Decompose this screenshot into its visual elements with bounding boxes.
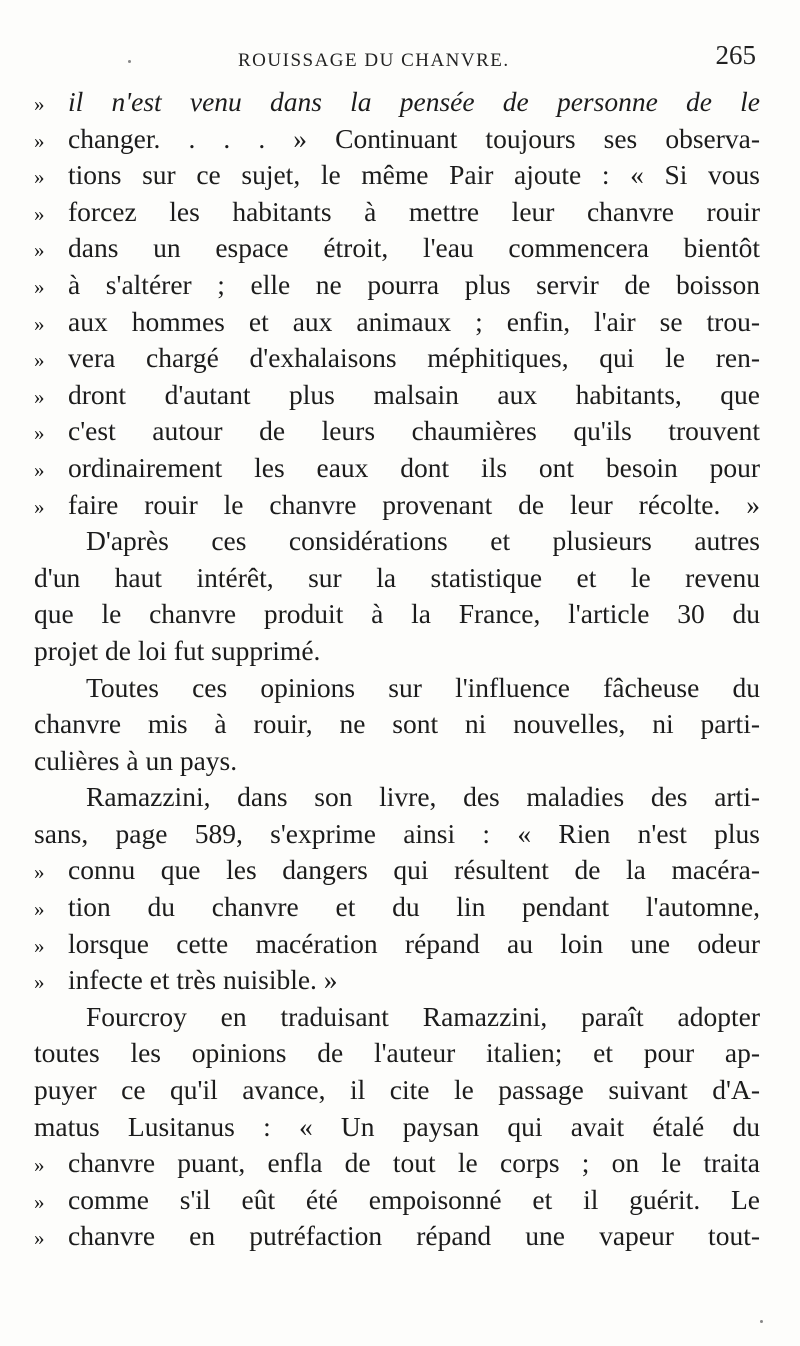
text-line	[34, 743, 760, 780]
quote-marker: »	[34, 457, 45, 482]
line-text: tions sur ce sujet, le même Pair ajoute : « Si vous	[68, 159, 760, 191]
line-text: à s'altérer ; elle ne pourra plus servir de boisson	[68, 268, 760, 300]
line-text: toutes les opinions de l'auteur italien; et pour ap-	[34, 1037, 760, 1069]
line-text: puyer ce qu'il avance, il cite le passage suivant d'A-	[34, 1074, 760, 1106]
quote-marker: »	[34, 201, 45, 226]
quote-marker: »	[34, 274, 45, 299]
line-text: changer. . . . » Continuant toujours ses observa-	[68, 122, 760, 154]
quote-marker: »	[34, 860, 45, 885]
line-text: faire rouir le chanvre provenant de leur récolte. »	[68, 488, 760, 520]
text-line	[34, 999, 760, 1036]
quote-marker: »	[34, 348, 45, 373]
text-line	[34, 194, 760, 231]
text-line	[34, 706, 760, 743]
text-line	[34, 889, 760, 926]
text-line	[34, 1182, 760, 1219]
text-line	[34, 84, 760, 121]
text-line	[34, 962, 760, 999]
line-text: il n'est venu dans la pensée de personne de le	[68, 86, 760, 117]
page-header	[62, 40, 760, 80]
line-text: matus Lusitanus : « Un paysan qui avait étalé du	[34, 1110, 760, 1142]
quote-marker: »	[34, 933, 45, 958]
text-line	[34, 413, 760, 450]
text-line	[34, 560, 760, 597]
quote-marker: »	[34, 897, 45, 922]
text-line	[34, 1145, 760, 1182]
text-line	[34, 633, 760, 670]
text-line	[34, 267, 760, 304]
line-text: sans, page 589, s'exprime ainsi : « Rien n'est plus	[34, 817, 760, 849]
text-line	[34, 121, 760, 158]
line-text: chanvre en putréfaction répand une vapeur tout-	[68, 1220, 760, 1252]
line-text: D'après ces considérations et plusieurs autres	[86, 525, 760, 557]
quote-marker: »	[34, 92, 45, 116]
text-line	[34, 816, 760, 853]
text-line	[34, 487, 760, 524]
running-head: ROUISSAGE DU CHANVRE.	[238, 50, 510, 71]
line-text: dront d'autant plus malsain aux habitants, que	[68, 378, 760, 410]
quote-marker: »	[34, 238, 45, 263]
text-line	[34, 1109, 760, 1146]
text-line	[34, 377, 760, 414]
line-text: Toutes ces opinions sur l'influence fâcheuse du	[86, 671, 760, 703]
text-line	[34, 852, 760, 889]
quote-marker: »	[34, 1189, 45, 1214]
quote-marker: »	[34, 384, 45, 409]
line-text: vera chargé d'exhalaisons méphitiques, qui le ren-	[68, 342, 760, 374]
line-text: lorsque cette macération répand au loin une odeur	[68, 927, 760, 959]
quote-marker: »	[34, 165, 45, 190]
line-text: connu que les dangers qui résultent de la macéra-	[68, 854, 760, 886]
text-line	[34, 157, 760, 194]
line-text: infecte et très nuisible. »	[68, 964, 338, 996]
line-text: que le chanvre produit à la France, l'article 30 du	[34, 598, 760, 630]
line-text: Ramazzini, dans son livre, des maladies des arti-	[86, 781, 760, 813]
quote-marker: »	[34, 421, 45, 446]
text-line	[34, 523, 760, 560]
line-text: projet de loi fut supprimé.	[34, 634, 321, 666]
quote-marker: »	[34, 1153, 45, 1178]
text-line	[34, 230, 760, 267]
text-line	[34, 670, 760, 707]
line-text: forcez les habitants à mettre leur chanvre rouir	[68, 195, 760, 227]
quote-marker: »	[34, 311, 45, 336]
text-line	[34, 1035, 760, 1072]
line-text: c'est autour de leurs chaumières qu'ils trouvent	[68, 415, 760, 447]
line-text: culières à un pays.	[34, 744, 238, 776]
quote-marker: »	[34, 1226, 45, 1251]
text-line	[34, 450, 760, 487]
body-text	[34, 84, 760, 1255]
line-text: dans un espace étroit, l'eau commencera bientôt	[68, 232, 760, 264]
line-text: chanvre puant, enfla de tout le corps ; on le traita	[68, 1147, 760, 1179]
line-text: tion du chanvre et du lin pendant l'automne,	[68, 891, 760, 923]
line-text: d'un haut intérêt, sur la statistique et le revenu	[34, 561, 760, 593]
text-line	[34, 1072, 760, 1109]
print-speck	[760, 1320, 763, 1323]
line-text: ordinairement les eaux dont ils ont besoin pour	[68, 451, 760, 483]
quote-marker: »	[34, 970, 45, 995]
text-line	[34, 340, 760, 377]
page-number: 265	[715, 40, 756, 70]
line-text: aux hommes et aux animaux ; enfin, l'air se trou-	[68, 305, 760, 337]
line-text: chanvre mis à rouir, ne sont ni nouvelles, ni parti-	[34, 708, 760, 740]
quote-marker: »	[34, 128, 45, 153]
text-line	[34, 1218, 760, 1255]
text-line	[34, 596, 760, 633]
text-line	[34, 304, 760, 341]
print-speck	[128, 60, 131, 63]
line-text: Fourcroy en traduisant Ramazzini, paraît adopter	[86, 1000, 760, 1032]
text-line	[34, 779, 760, 816]
quote-marker: »	[34, 494, 45, 519]
line-text: comme s'il eût été empoisonné et il guérit. Le	[68, 1183, 760, 1215]
text-line	[34, 926, 760, 963]
